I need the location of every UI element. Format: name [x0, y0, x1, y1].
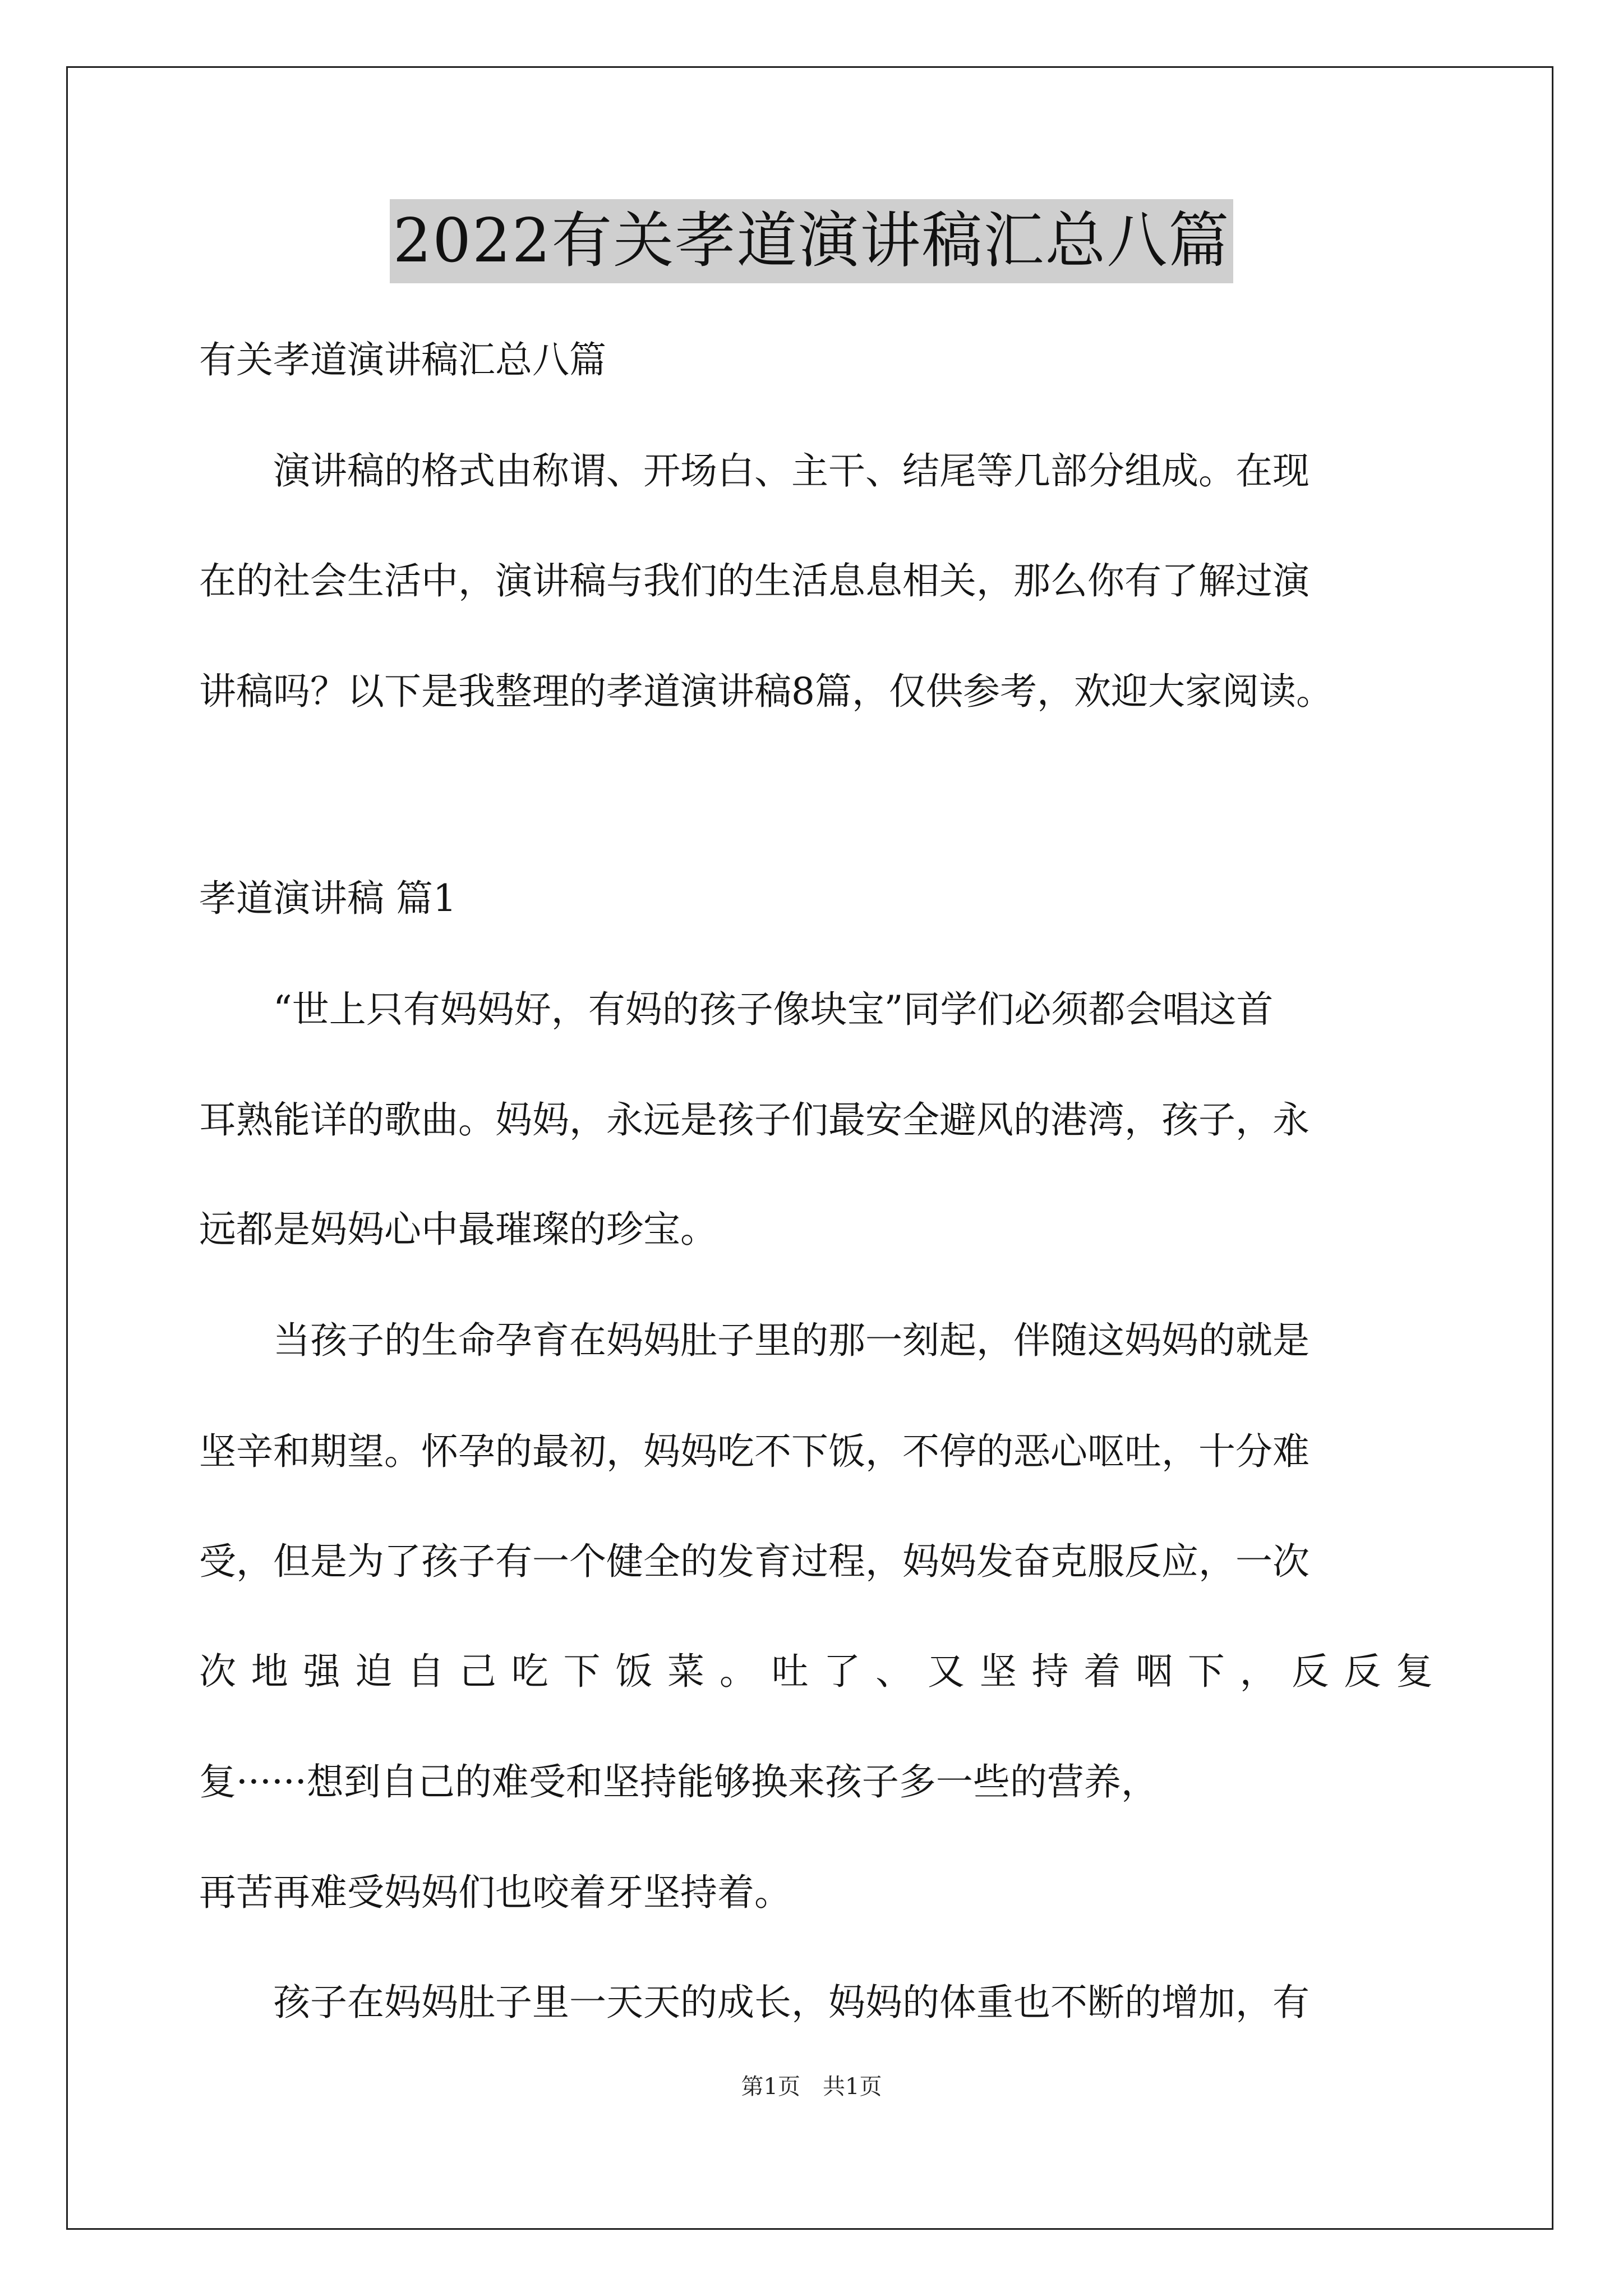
subtitle-line: 有关孝道演讲稿汇总八篇 [199, 338, 606, 381]
text-line: 复······想到自己的难受和坚持能够换来孩子多一些的营养， [199, 1760, 1158, 1803]
text-char: 坚 [979, 1650, 1017, 1693]
text-char: 自 [407, 1650, 445, 1693]
text-line: 受，但是为了孩子有一个健全的发育过程，妈妈发奋克服反应，一次 [199, 1540, 1310, 1583]
text-char: 下 [563, 1650, 601, 1693]
text-char: 迫 [355, 1650, 393, 1693]
page-footer: 第1页 共1页 [741, 2074, 882, 2100]
section-heading: 孝道演讲稿 篇1 [199, 877, 457, 920]
text-line: 再苦再难受妈妈们也咬着牙坚持着。 [199, 1871, 791, 1914]
text-char: 菜 [667, 1650, 705, 1693]
text-char: 饭 [615, 1650, 653, 1693]
text-char: 吐 [771, 1650, 809, 1693]
text-char: 反 [1292, 1650, 1329, 1693]
text-char: 复 [1395, 1650, 1433, 1693]
text-char: 着 [1083, 1650, 1121, 1693]
text-char: 地 [251, 1650, 288, 1693]
text-line: 讲稿吗？以下是我整理的孝道演讲稿8篇，仅供参考，欢迎大家阅读。 [199, 670, 1333, 713]
text-char: 强 [303, 1650, 340, 1693]
text-line: “世上只有妈妈好，有妈的孩子像块宝”同学们必须都会唱这首 [199, 988, 1274, 1031]
text-char: 下 [1187, 1650, 1225, 1693]
document-title: 2022有关孝道演讲稿汇总八篇 [390, 199, 1234, 283]
justified-text-line [199, 1649, 1433, 1694]
text-line: 在的社会生活中，演讲稿与我们的生活息息相关，那么你有了解过演 [199, 559, 1310, 602]
text-char: 反 [1344, 1650, 1381, 1693]
text-char: 持 [1031, 1650, 1069, 1693]
text-line: 远都是妈妈心中最璀璨的珍宝。 [199, 1208, 717, 1251]
text-char: 又 [927, 1650, 965, 1693]
text-char: 咽 [1136, 1650, 1173, 1693]
text-char: 了 [823, 1650, 861, 1693]
text-char: 己 [459, 1650, 496, 1693]
text-char: 吃 [511, 1650, 548, 1693]
text-line: 孩子在妈妈肚子里一天天的成长，妈妈的体重也不断的增加，有 [199, 1981, 1310, 2024]
title-container [0, 199, 1623, 283]
text-char: 次 [199, 1650, 236, 1693]
text-char: ， [1239, 1650, 1277, 1693]
text-char: 。 [719, 1650, 757, 1693]
text-line: 当孩子的生命孕育在妈妈肚子里的那一刻起，伴随这妈妈的就是 [199, 1319, 1310, 1362]
text-line: 坚辛和期望。怀孕的最初，妈妈吃不下饭，不停的恶心呕吐，十分难 [199, 1430, 1310, 1473]
text-line: 演讲稿的格式由称谓、开场白、主干、结尾等几部分组成。在现 [199, 449, 1310, 493]
text-line: 耳熟能详的歌曲。妈妈，永远是孩子们最安全避风的港湾，孩子，永 [199, 1098, 1310, 1142]
text-char: 、 [875, 1650, 913, 1693]
